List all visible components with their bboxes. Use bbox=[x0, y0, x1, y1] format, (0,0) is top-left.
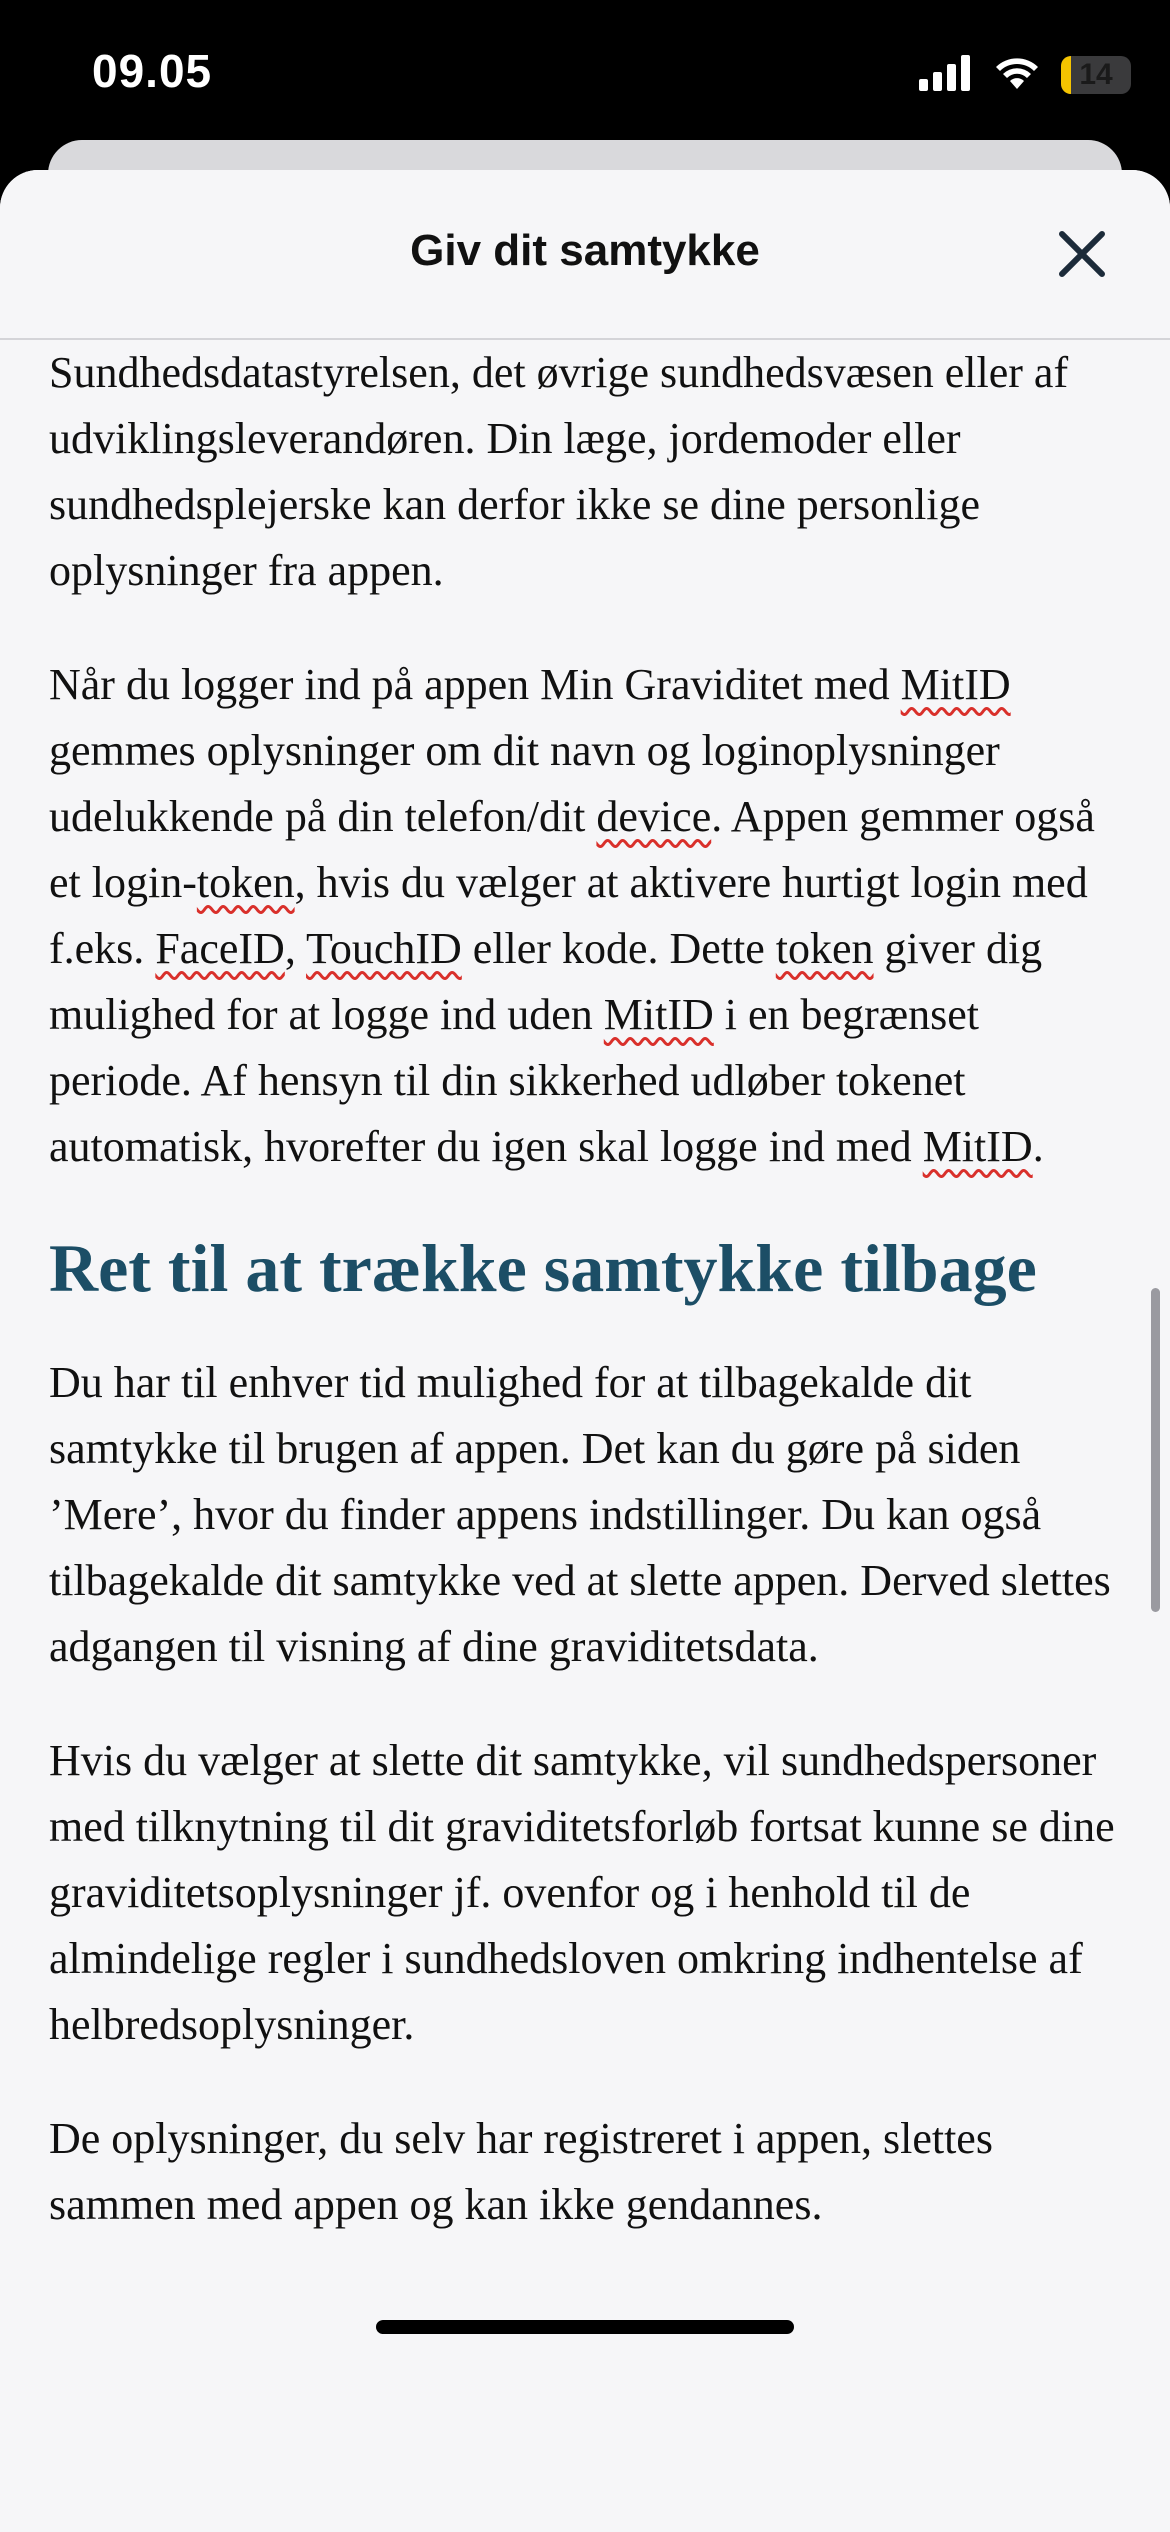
status-bar bbox=[0, 0, 1170, 150]
text-segment: . Appen gemmer også et login- bbox=[49, 792, 1095, 907]
text-segment: i en begrænset periode. Af hensyn til din sikkerhed udløber tokenet automatisk, hvorefter du igen skal logge ind med bbox=[49, 990, 979, 1171]
cellular-signal-icon bbox=[919, 55, 973, 96]
wifi-icon bbox=[993, 55, 1041, 96]
text-segment: , hvis du vælger at aktivere hurtigt login med f.eks. bbox=[49, 858, 1088, 973]
paragraph-data-access: Sundhedsdatastyrelsen, det øvrige sundhedsvæsen eller af udviklingsleverandøren. Din læge, jordemoder eller sundhedsplejerske kan derfor ikke se dine personlige oplysninger fra appen. bbox=[49, 348, 1069, 595]
home-indicator[interactable] bbox=[376, 2320, 794, 2334]
spellcheck-word: device bbox=[596, 792, 712, 841]
text-segment: , bbox=[284, 924, 307, 973]
status-time: 09.05 bbox=[92, 45, 213, 97]
sheet-header bbox=[0, 170, 1170, 340]
spellcheck-word: TouchID bbox=[306, 924, 462, 973]
text-segment: giver dig mulighed for at logge ind uden bbox=[49, 924, 1043, 1039]
text-segment: . bbox=[1032, 1122, 1044, 1171]
close-icon bbox=[1054, 226, 1110, 282]
status-icons bbox=[919, 52, 1120, 98]
text-segment: eller kode. Dette bbox=[461, 924, 776, 973]
scroll-indicator[interactable] bbox=[1151, 1288, 1160, 1612]
consent-sheet bbox=[0, 170, 1170, 2532]
paragraph-login bbox=[49, 652, 1119, 1180]
section-heading-withdraw: Ret til at trække samtykke tilbage bbox=[49, 1230, 1037, 1306]
spellcheck-word: MitID bbox=[922, 1122, 1033, 1171]
spellcheck-word: token bbox=[775, 924, 874, 973]
spellcheck-word: FaceID bbox=[155, 924, 285, 973]
text-segment: gemmes oplysninger om dit navn og loginoplysninger udelukkende på din telefon/dit bbox=[49, 726, 1000, 841]
paragraph-delete-consent: Hvis du vælger at slette dit samtykke, vil sundhedspersoner med tilknytning til dit graviditetsforløb fortsat kunne se dine graviditetsoplysninger jf. ovenfor og i henhold til de almindelige regler i sundhedsloven omkring indhentelse af helbredsoplysninger. bbox=[49, 1736, 1115, 2049]
consent-content bbox=[49, 340, 1119, 2286]
sheet-title: Giv dit samtykke bbox=[410, 226, 760, 275]
battery-body bbox=[1061, 56, 1131, 94]
spellcheck-word: MitID bbox=[900, 660, 1011, 709]
paragraph-withdraw: Du har til enhver tid mulighed for at tilbagekalde dit samtykke til brugen af appen. Det kan du gøre på siden ’Mere’, hvor du finder appens indstillinger. Du kan også tilbagekalde dit samtykke ved at slette appen. Derved slettes adgangen til visning af dine graviditetsdata. bbox=[49, 1358, 1111, 1671]
spellcheck-word: token bbox=[196, 858, 295, 907]
close-button[interactable] bbox=[1054, 226, 1110, 282]
spellcheck-word: MitID bbox=[603, 990, 714, 1039]
text-segment: Når du logger ind på appen Min Graviditet med bbox=[49, 660, 901, 709]
battery-icon bbox=[1061, 56, 1120, 94]
paragraph-deletion: De oplysninger, du selv har registreret i appen, slettes sammen med appen og kan ikke gendannes. bbox=[49, 2114, 993, 2229]
battery-level: 14 bbox=[1079, 58, 1113, 91]
